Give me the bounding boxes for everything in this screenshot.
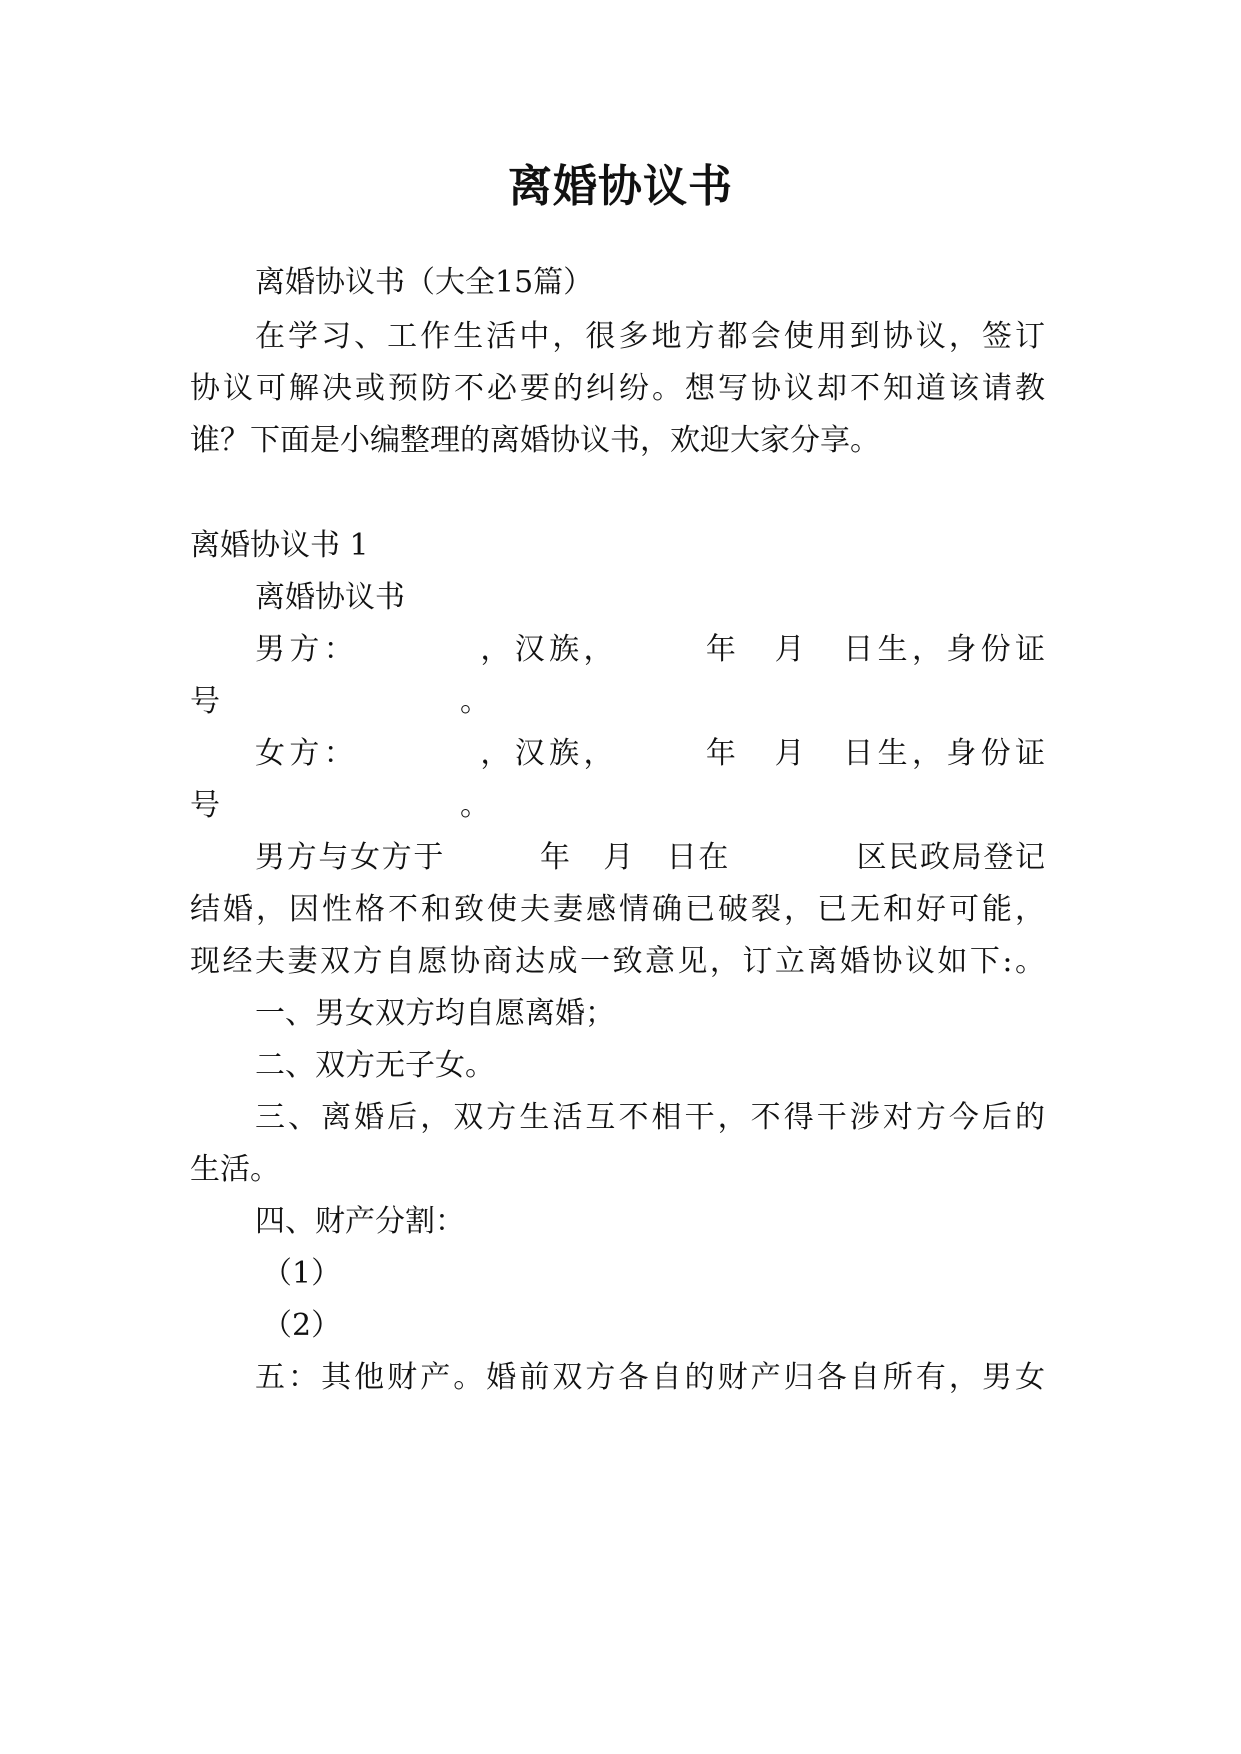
clause-5-line-1: 五：其他财产。婚前双方各自的财产归各自所有，男女 — [255, 1360, 1045, 1395]
female-id-line: 号 。 — [190, 788, 490, 823]
clause-3-line-2: 生活。 — [190, 1152, 280, 1187]
clause-4-item-1: （1） — [262, 1256, 342, 1291]
marriage-line-2: 结婚，因性格不和致使夫妻感情确已破裂，已无和好可能， — [190, 892, 1045, 927]
clause-2: 二、双方无子女。 — [255, 1048, 495, 1083]
document-title: 离婚协议书 — [508, 161, 733, 212]
clause-4: 四、财产分割： — [255, 1204, 465, 1239]
female-party-line: 女方： ，汉族， 年 月 日生，身份证 — [255, 736, 1045, 771]
clause-4-item-2: （2） — [262, 1308, 342, 1343]
clause-3-line-1: 三、离婚后，双方生活互不相干，不得干涉对方今后的 — [255, 1100, 1045, 1135]
doc-subtitle: 离婚协议书（大全15篇） — [255, 265, 594, 300]
intro-line-3: 谁？下面是小编整理的离婚协议书，欢迎大家分享。 — [190, 423, 880, 458]
intro-line-2: 协议可解决或预防不必要的纠纷。想写协议却不知道该请教 — [190, 371, 1045, 406]
section-heading: 离婚协议书 1 — [190, 528, 369, 563]
intro-line-1: 在学习、工作生活中，很多地方都会使用到协议，签订 — [255, 319, 1045, 354]
male-party-line: 男方： ，汉族， 年 月 日生，身份证 — [255, 632, 1045, 667]
agreement-heading: 离婚协议书 — [255, 580, 405, 615]
clause-1: 一、男女双方均自愿离婚； — [255, 996, 615, 1031]
marriage-line-1: 男方与女方于 年 月 日在 区民政局登记 — [255, 840, 1045, 875]
male-id-line: 号 。 — [190, 684, 490, 719]
marriage-line-3: 现经夫妻双方自愿协商达成一致意见，订立离婚协议如下:。 — [190, 944, 1045, 979]
